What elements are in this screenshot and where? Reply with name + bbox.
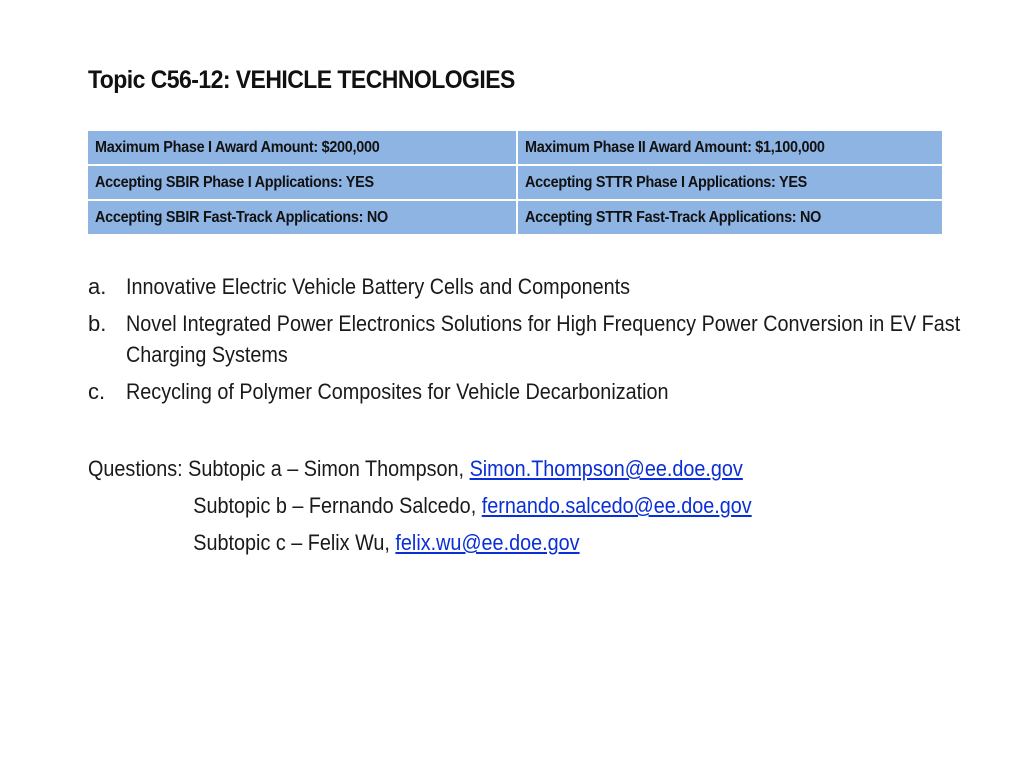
phase2-award-cell: Maximum Phase II Award Amount: $1,100,000 xyxy=(517,130,943,165)
questions-label: Questions: xyxy=(88,456,183,481)
contact-prefix: Subtopic a – Simon Thompson, xyxy=(188,456,470,481)
phase1-award-cell: Maximum Phase I Award Amount: $200,000 xyxy=(87,130,517,165)
list-item xyxy=(88,271,958,302)
subtopic-list xyxy=(88,271,961,413)
list-marker: c. xyxy=(88,379,106,404)
page-title: Topic C56-12: VEHICLE TECHNOLOGIES xyxy=(88,66,515,94)
award-info-table xyxy=(86,129,944,236)
table-row xyxy=(87,130,943,165)
list-marker: b. xyxy=(88,311,107,336)
sttr-phase1-cell: Accepting STTR Phase I Applications: YES xyxy=(517,165,943,200)
subtopic-text: Recycling of Polymer Composites for Vehicle Decarbonization xyxy=(126,379,669,404)
contact-prefix: Subtopic b – Fernando Salcedo, xyxy=(193,493,482,518)
list-item xyxy=(88,308,961,370)
email-link-subtopic-a[interactable]: Simon.Thompson@ee.doe.gov xyxy=(469,456,743,481)
contact-prefix: Subtopic c – Felix Wu, xyxy=(193,530,396,555)
email-link-subtopic-b[interactable]: fernando.salcedo@ee.doe.gov xyxy=(481,493,752,518)
sbir-fasttrack-cell: Accepting SBIR Fast-Track Applications: NO xyxy=(87,200,517,235)
sbir-phase1-cell: Accepting SBIR Phase I Applications: YES xyxy=(87,165,517,200)
sttr-fasttrack-cell: Accepting STTR Fast-Track Applications: NO xyxy=(517,200,943,235)
questions-section xyxy=(88,450,825,561)
email-link-subtopic-c[interactable]: felix.wu@ee.doe.gov xyxy=(395,530,580,555)
table-row xyxy=(87,165,943,200)
contact-row xyxy=(88,524,752,561)
list-marker: a. xyxy=(88,274,107,299)
list-item xyxy=(88,376,958,407)
table-row xyxy=(87,200,943,235)
subtopic-text: Innovative Electric Vehicle Battery Cells and Components xyxy=(126,274,631,299)
contact-row xyxy=(88,450,752,487)
subtopic-text: Novel Integrated Power Electronics Solutions for High Frequency Power Conversion in EV Fast Charging Systems xyxy=(126,311,961,367)
contact-row xyxy=(88,487,752,524)
